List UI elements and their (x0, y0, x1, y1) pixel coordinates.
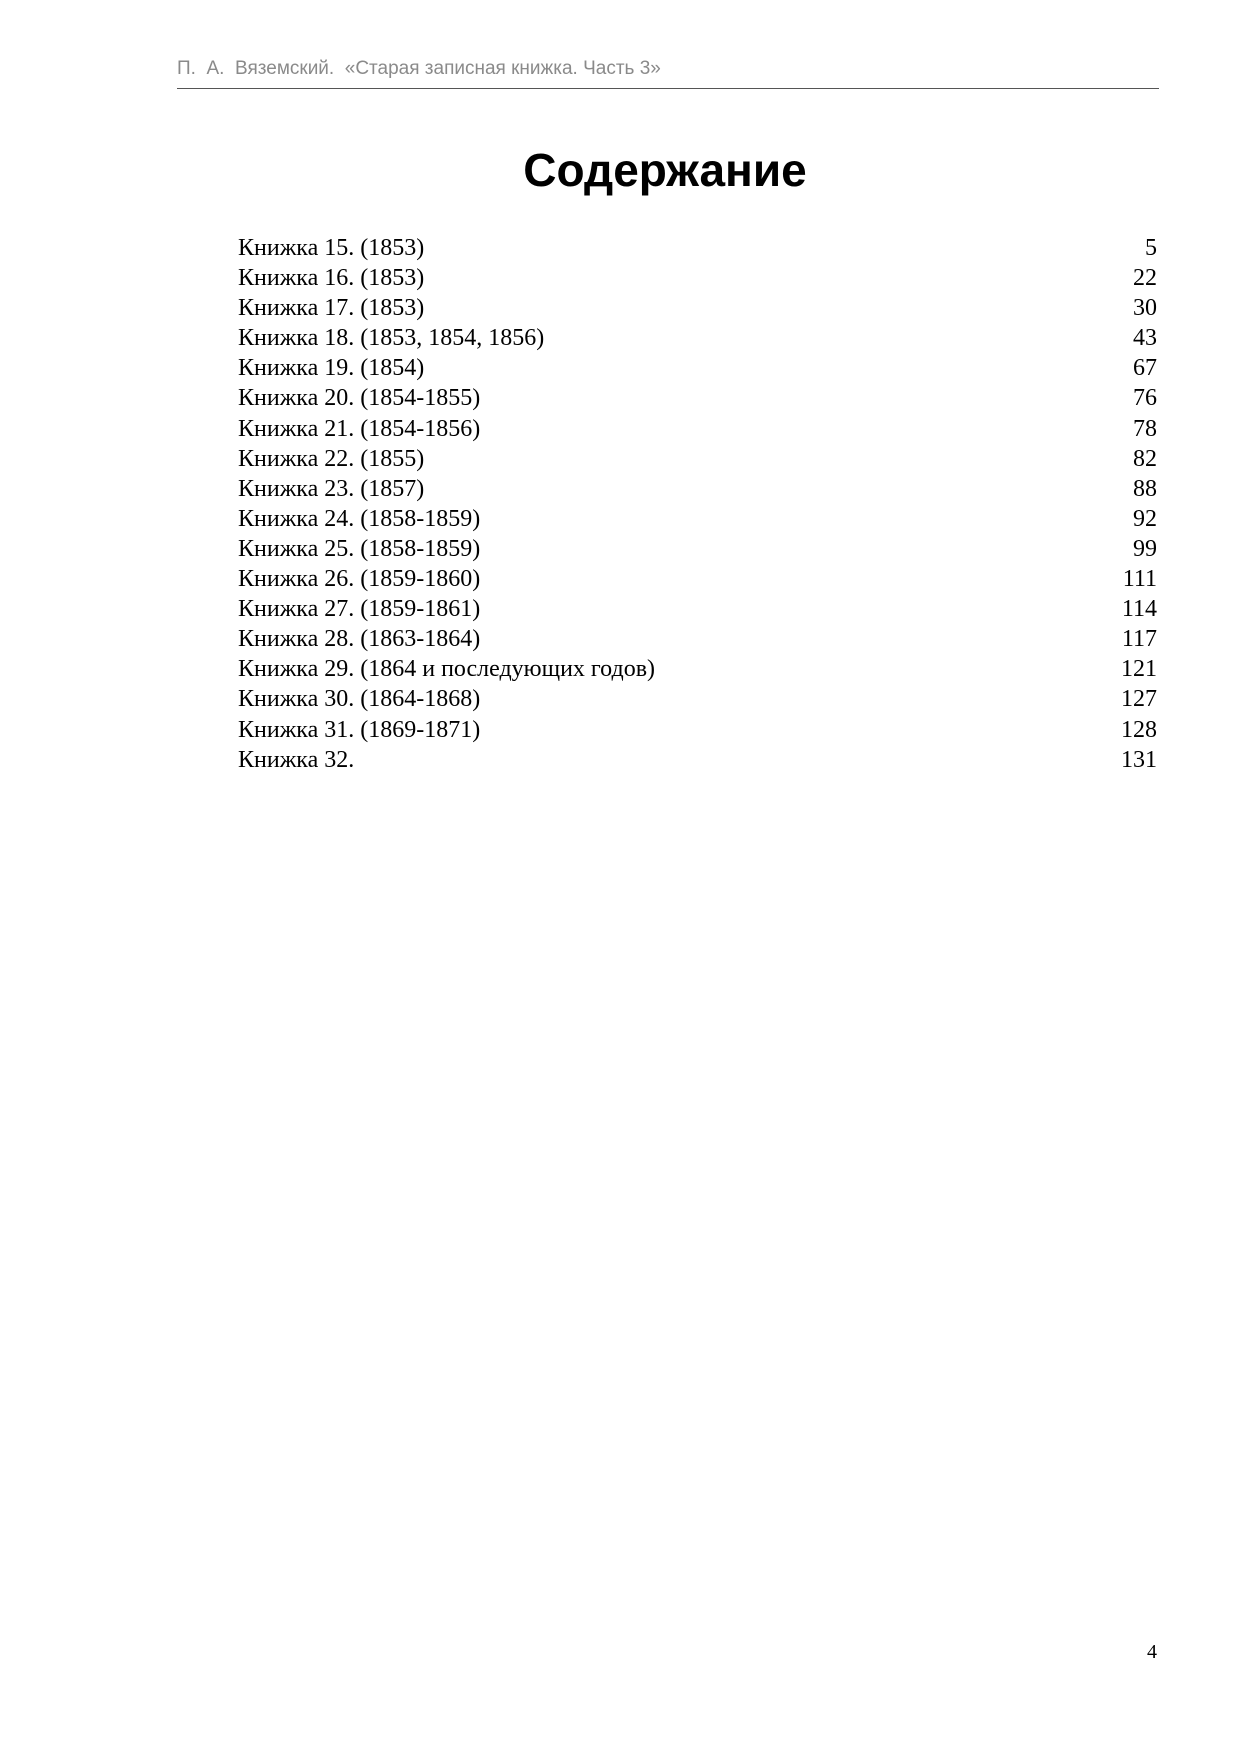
toc-row[interactable] (238, 624, 1157, 654)
toc-entry-page: 92 (1133, 505, 1157, 532)
toc-row[interactable] (238, 353, 1157, 383)
toc-row[interactable] (238, 233, 1157, 263)
header-rule (177, 88, 1159, 89)
toc-entry-page: 67 (1133, 355, 1157, 382)
toc-entry-title: Книжка 26. (1859-1860) (238, 566, 481, 593)
toc-row[interactable] (238, 263, 1157, 293)
toc-entry-title: Книжка 27. (1859-1861) (238, 596, 481, 623)
toc-entry-title: Книжка 15. (1853) (238, 235, 425, 261)
toc-entry-page: 127 (1121, 686, 1157, 713)
toc-row[interactable] (238, 564, 1157, 594)
toc-entry-page: 121 (1121, 656, 1157, 683)
toc-row[interactable] (238, 504, 1157, 534)
toc-entry-page: 76 (1133, 385, 1157, 412)
toc-entry-page: 117 (1121, 626, 1157, 653)
toc-row[interactable] (238, 293, 1157, 323)
toc-entry-title: Книжка 22. (1855) (238, 445, 425, 472)
toc-entry-title: Книжка 19. (1854) (238, 355, 425, 382)
toc-row[interactable] (238, 323, 1157, 353)
toc-entry-page: 30 (1133, 295, 1157, 322)
toc-entry-title: Книжка 18. (1853, 1854, 1856) (238, 325, 545, 352)
toc-entry-title: Книжка 24. (1858-1859) (238, 505, 481, 532)
toc-row[interactable] (238, 654, 1157, 684)
toc-entry-page: 99 (1133, 535, 1157, 562)
toc-entry-page: 88 (1133, 475, 1157, 502)
toc-entry-page: 22 (1133, 265, 1157, 292)
toc-entry-page: 78 (1133, 415, 1157, 442)
toc-row[interactable] (238, 715, 1157, 745)
toc-entry-page: 128 (1121, 716, 1157, 743)
toc-entry-title: Книжка 20. (1854-1855) (238, 385, 481, 412)
toc-entry-title: Книжка 30. (1864-1868) (238, 686, 481, 713)
toc-entry-page: 111 (1122, 566, 1157, 593)
page-title: Содержание (523, 144, 807, 196)
toc-entry-title: Книжка 16. (1853) (238, 265, 425, 292)
toc-row[interactable] (238, 594, 1157, 624)
toc-entry-title: Книжка 31. (1869-1871) (238, 716, 481, 743)
toc-row[interactable] (238, 383, 1157, 413)
running-header: П. А. Вяземский. «Старая записная книжка. Часть 3» (177, 58, 661, 79)
toc-entry-title: Книжка 25. (1858-1859) (238, 535, 481, 562)
toc-entry-page: 82 (1133, 445, 1157, 472)
toc-entry-page: 43 (1133, 325, 1157, 352)
toc-entry-title: Книжка 29. (1864 и последующих годов) (238, 656, 656, 683)
toc-entry-page: 131 (1121, 746, 1157, 773)
toc-row[interactable] (238, 444, 1157, 474)
toc-row[interactable] (238, 745, 1157, 775)
toc-entry-page: 5 (1145, 235, 1157, 261)
toc-entry-title: Книжка 17. (1853) (238, 295, 425, 322)
toc-row[interactable] (238, 474, 1157, 504)
toc-entry-title: Книжка 23. (1857) (238, 475, 425, 502)
toc-entry-title: Книжка 32. (238, 746, 355, 773)
toc-entry-title: Книжка 21. (1854-1856) (238, 415, 481, 442)
toc-row[interactable] (238, 684, 1157, 714)
toc-row[interactable] (238, 414, 1157, 444)
table-of-contents (238, 233, 1157, 775)
toc-row[interactable] (238, 534, 1157, 564)
toc-entry-page: 114 (1121, 596, 1157, 623)
toc-entry-title: Книжка 28. (1863-1864) (238, 626, 481, 653)
page-number: 4 (1147, 1641, 1157, 1663)
